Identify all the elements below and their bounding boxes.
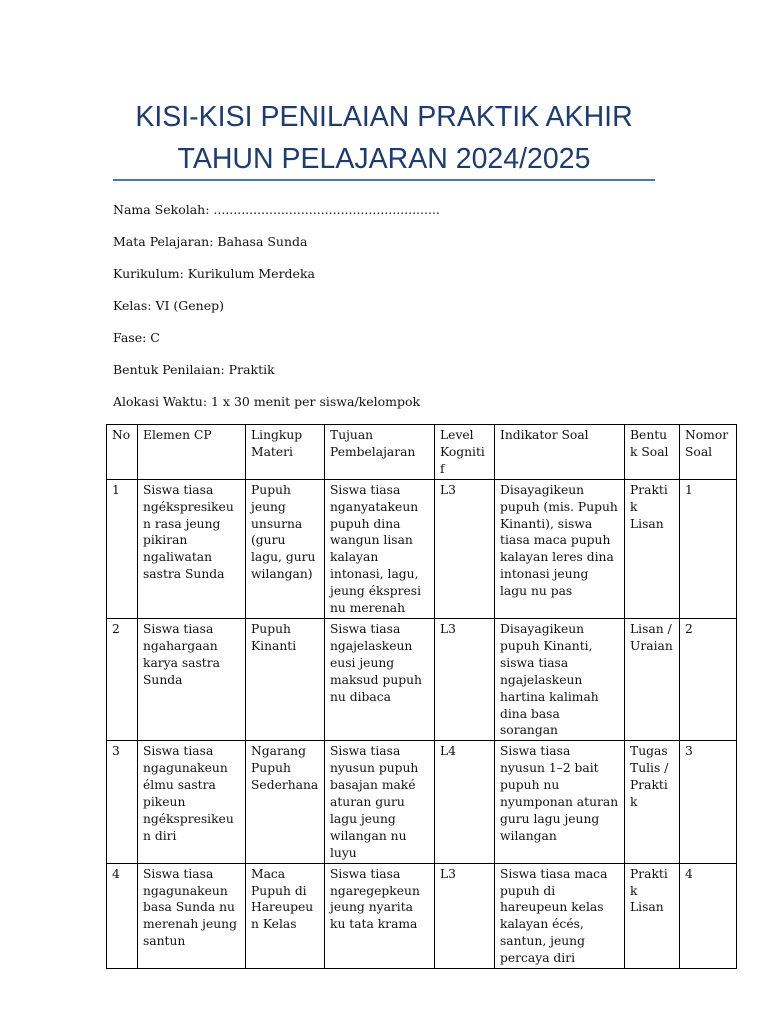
cell-element: Siswa tiasa ngékspresikeun rasa jeung pikiran ngaliwatan sastra Sunda	[138, 479, 246, 618]
cell-number: 2	[680, 618, 737, 740]
cell-number: 4	[680, 863, 737, 968]
cell-element: Siswa tiasa ngagunakeun élmu sastra pikeun ngékspresikeun diri	[138, 741, 246, 863]
cell-no: 1	[107, 479, 138, 618]
cell-element: Siswa tiasa ngahargaan karya sastra Sunda	[138, 618, 246, 740]
table-row	[107, 479, 737, 618]
cell-indicator: Siswa tiasa nyusun 1–2 bait pupuh nu nyumponan aturan guru lagu jeung wilangan	[495, 741, 625, 863]
cell-form: Praktik Lisan	[625, 863, 680, 968]
cell-form: Tugas Tulis / Praktik	[625, 741, 680, 863]
curriculum: Kurikulum: Kurikulum Merdeka	[113, 266, 315, 281]
table-header-row	[107, 425, 737, 480]
column-header-indicator: Indikator Soal	[495, 425, 625, 480]
phase: Fase: C	[113, 330, 160, 345]
cell-form: Praktik Lisan	[625, 479, 680, 618]
cell-element: Siswa tiasa ngagunakeun basa Sunda nu merenah jeung santun	[138, 863, 246, 968]
assessment-grid-table	[106, 424, 737, 969]
cell-objective: Siswa tiasa nganyatakeun pupuh dina wangun lisan kalayan intonasi, lagu, jeung ékspresi nu merenah	[325, 479, 435, 618]
subject: Mata Pelajaran: Bahasa Sunda	[113, 234, 308, 249]
assessment-form: Bentuk Penilaian: Praktik	[113, 362, 275, 377]
column-header-scope: Lingkup Materi	[246, 425, 325, 480]
cell-level: L3	[435, 863, 495, 968]
table-row	[107, 741, 737, 863]
cell-indicator: Disayagikeun pupuh Kinanti, siswa tiasa ngajelaskeun hartina kalimah dina basa sorangan	[495, 618, 625, 740]
title-line-1: KISI-KISI PENILAIAN PRAKTIK AKHIR	[135, 101, 633, 133]
column-header-objective: Tujuan Pembelajaran	[325, 425, 435, 480]
column-header-no: No	[107, 425, 138, 480]
cell-scope: Pupuh jeung unsurna (guru lagu, guru wilangan)	[246, 479, 325, 618]
cell-number: 3	[680, 741, 737, 863]
cell-level: L3	[435, 618, 495, 740]
title-underline	[113, 179, 655, 181]
column-header-form: Bentuk Soal	[625, 425, 680, 480]
cell-number: 1	[680, 479, 737, 618]
cell-objective: Siswa tiasa nyusun pupuh basajan maké aturan guru lagu jeung wilangan nu luyu	[325, 741, 435, 863]
cell-scope: Maca Pupuh di Hareupeun Kelas	[246, 863, 325, 968]
document-title	[0, 96, 768, 180]
cell-indicator: Disayagikeun pupuh (mis. Pupuh Kinanti), siswa tiasa maca pupuh kalayan leres dina intonasi jeung lagu nu pas	[495, 479, 625, 618]
table-row	[107, 618, 737, 740]
cell-form: Lisan / Uraian	[625, 618, 680, 740]
time-allocation: Alokasi Waktu: 1 x 30 menit per siswa/kelompok	[113, 394, 421, 409]
cell-level: L4	[435, 741, 495, 863]
school-name: Nama Sekolah: .........................................................	[113, 202, 440, 217]
cell-scope: Pupuh Kinanti	[246, 618, 325, 740]
cell-level: L3	[435, 479, 495, 618]
cell-scope: Ngarang Pupuh Sederhana	[246, 741, 325, 863]
document-info	[113, 201, 673, 425]
cell-indicator: Siswa tiasa maca pupuh di hareupeun kelas kalayan écés, santun, jeung percaya diri	[495, 863, 625, 968]
column-header-number: Nomor Soal	[680, 425, 737, 480]
cell-objective: Siswa tiasa ngaregepkeun jeung nyarita ku tata krama	[325, 863, 435, 968]
column-header-level: Level Kognitif	[435, 425, 495, 480]
cell-no: 4	[107, 863, 138, 968]
table-row	[107, 863, 737, 968]
class: Kelas: VI (Genep)	[113, 298, 224, 313]
cell-no: 2	[107, 618, 138, 740]
cell-no: 3	[107, 741, 138, 863]
cell-objective: Siswa tiasa ngajelaskeun eusi jeung maksud pupuh nu dibaca	[325, 618, 435, 740]
column-header-element: Elemen CP	[138, 425, 246, 480]
title-line-2: TAHUN PELAJARAN 2024/2025	[177, 143, 591, 175]
